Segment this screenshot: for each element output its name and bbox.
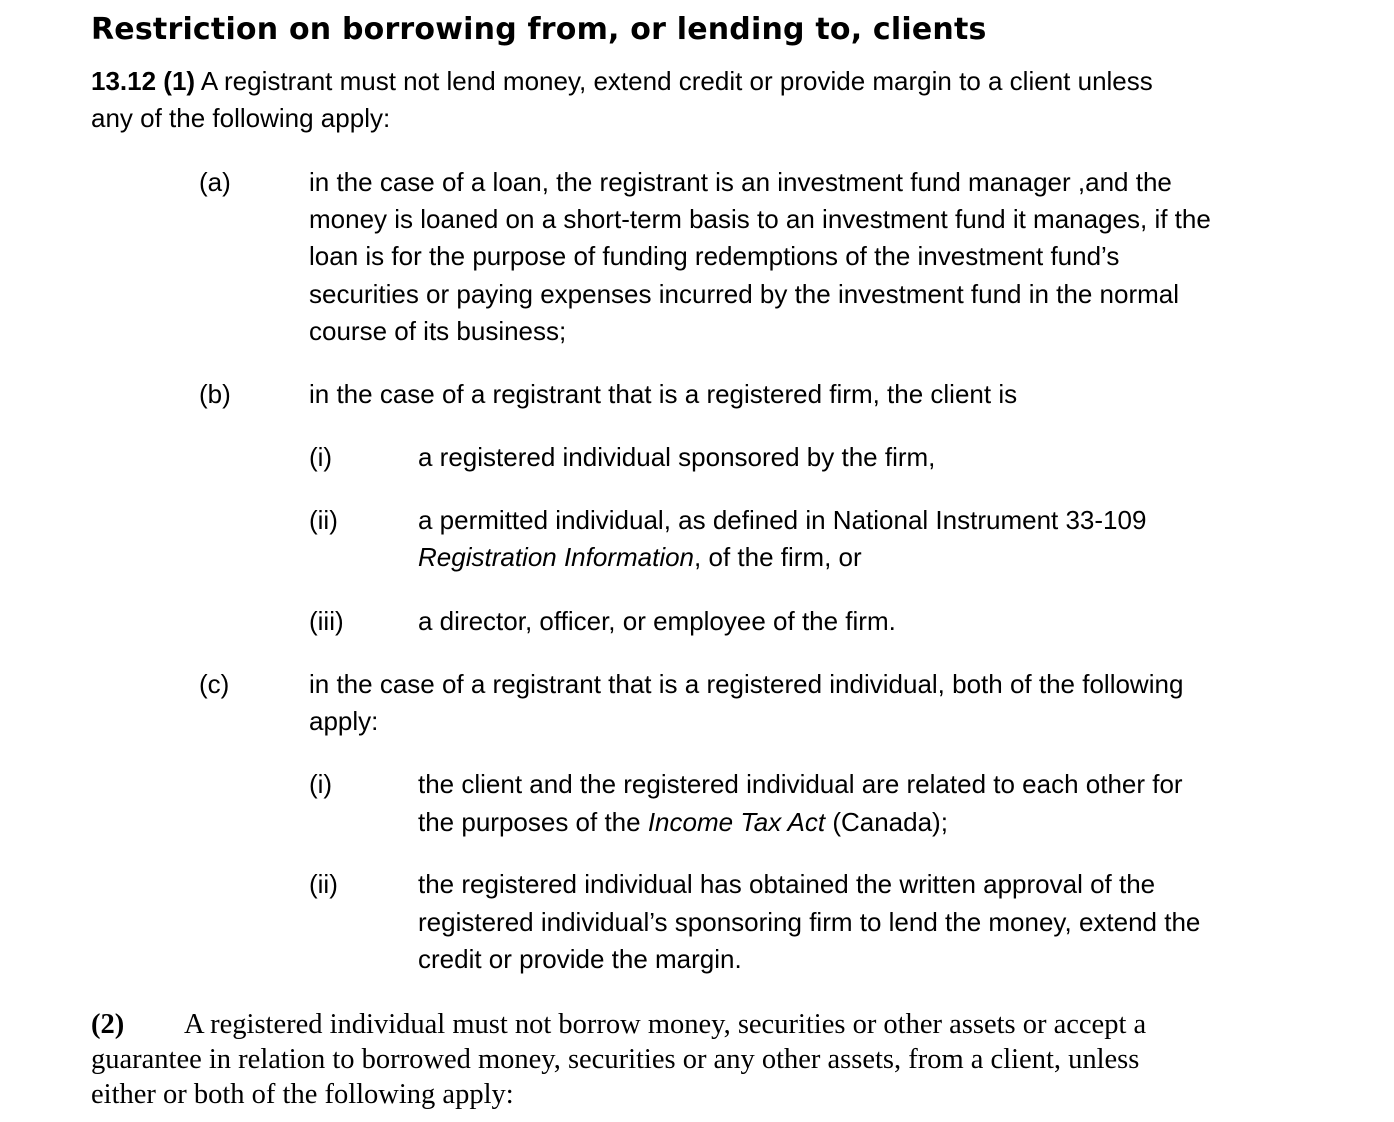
subsection-2-number: (2) xyxy=(91,1009,125,1040)
item-a-marker: (a) xyxy=(199,167,231,197)
item-c-ii-line-2: registered individual’s sponsoring firm to lend the money, extend the xyxy=(418,907,1201,937)
item-a-line-4: securities or paying expenses incurred by the investment fund in the normal xyxy=(309,279,1180,309)
subsection-2-line-3: either or both of the following apply: xyxy=(91,1079,514,1110)
item-b-iii-marker: (iii) xyxy=(309,606,344,636)
subsection-1-line-1 xyxy=(91,63,1153,101)
item-c-ii-marker: (ii) xyxy=(309,869,338,899)
item-b-ii-line-1: a permitted individual, as defined in National Instrument 33-109 xyxy=(418,505,1147,535)
item-b-ii-line-2 xyxy=(418,539,862,577)
item-b-ii-line-2-rest: , of the firm, or xyxy=(694,542,862,572)
item-c-i-line-2-pre: the purposes of the xyxy=(418,807,648,837)
item-c-ii-line-1: the registered individual has obtained the written approval of the xyxy=(418,869,1156,899)
item-a-line-3: loan is for the purpose of funding redemptions of the investment fund’s xyxy=(309,241,1120,271)
item-a-line-5: course of its business; xyxy=(309,316,567,346)
item-c-ii-line-3: credit or provide the margin. xyxy=(418,944,742,974)
item-b-iii-text: a director, officer, or employee of the firm. xyxy=(418,606,896,636)
item-b-i-marker: (i) xyxy=(309,442,333,472)
item-b-ii-marker: (ii) xyxy=(309,505,338,535)
item-b-i-text: a registered individual sponsored by the firm, xyxy=(418,442,936,472)
subsection-2-line-2: guarantee in relation to borrowed money, securities or any other assets, from a client, unless xyxy=(91,1044,1140,1075)
subsection-1-line-2: any of the following apply: xyxy=(91,103,391,133)
item-b-text: in the case of a registrant that is a registered firm, the client is xyxy=(309,379,1018,409)
item-b-marker: (b) xyxy=(199,379,231,409)
section-heading: Restriction on borrowing from, or lending to, clients xyxy=(91,12,987,47)
item-c-line-2: apply: xyxy=(309,706,379,736)
item-c-i-marker: (i) xyxy=(309,769,333,799)
item-c-i-line-1: the client and the registered individual are related to each other for xyxy=(418,769,1183,799)
item-c-marker: (c) xyxy=(199,669,230,699)
item-a-line-1: in the case of a loan, the registrant is an investment fund manager ,and the xyxy=(309,167,1172,197)
item-c-i-line-2-post: (Canada); xyxy=(825,807,948,837)
item-a-line-2: money is loaned on a short-term basis to an investment fund it manages, if the xyxy=(309,204,1211,234)
subsection-1-text: A registrant must not lend money, extend credit or provide margin to a client unless xyxy=(195,66,1153,96)
instrument-title: Registration Information xyxy=(418,542,695,572)
item-c-i-line-2 xyxy=(418,804,948,842)
section-number: 13.12 (1) xyxy=(91,66,196,96)
act-title: Income Tax Act xyxy=(647,807,826,837)
item-c-line-1: in the case of a registrant that is a registered individual, both of the following xyxy=(309,669,1184,699)
subsection-2-line-1: A registered individual must not borrow money, securities or other assets or accept a xyxy=(184,1009,1147,1040)
